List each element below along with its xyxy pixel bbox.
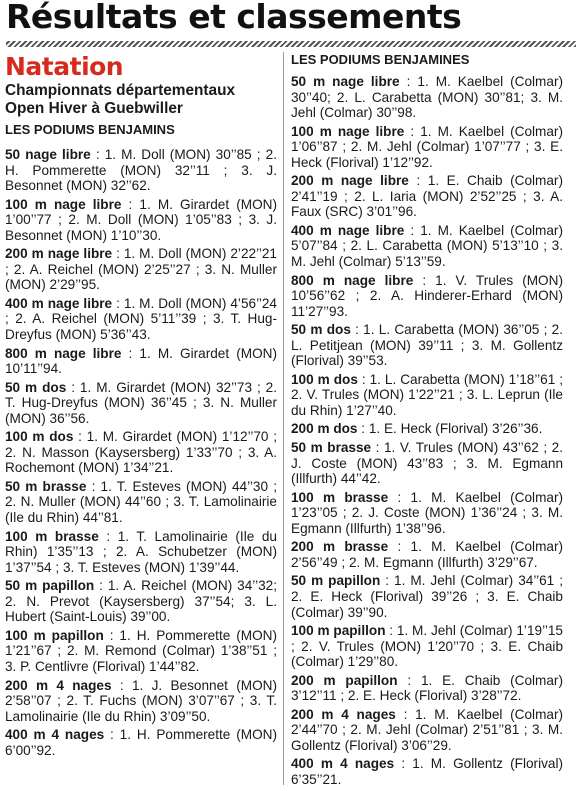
right-column xyxy=(291,52,563,791)
result-entry xyxy=(5,296,277,343)
event-result: : 1. J. Besonnet (MON) 2’58’’07 ; 2. T. Fuchs (MON) 3’07’’67 ; 3. T. Lamolinairie (Ile du Rhin) 3’09’’50. xyxy=(5,677,277,724)
event-name: 400 m nage libre xyxy=(5,295,113,311)
result-entry xyxy=(5,197,277,244)
event-name: 800 m nage libre xyxy=(291,272,414,288)
event-name: 100 m brasse xyxy=(5,528,99,544)
event-result: : 1. E. Chaib (Colmar) 2’41’’19 ; 2. L. Iaria (MON) 2’52’’25 ; 3. A. Faux (SRC) 3’01’’96. xyxy=(291,173,563,220)
event-name: 100 m papillon xyxy=(291,623,386,639)
event-name: 400 m 4 nages xyxy=(291,756,395,772)
event-result: : 1. M. Girardet (MON) 32’’73 ; 2. T. Hug-Dreyfus (MON) 36’’45 ; 3. N. Muller (MON) 36’’56. xyxy=(5,379,278,426)
result-entry xyxy=(291,74,563,121)
title-hatch-rule xyxy=(6,41,576,47)
event-result: : 1. T. Esteves (MON) 44’’30 ; 2. N. Muller (MON) 44’’60 ; 3. T. Lamolinairie (Ile du Rhin) 44’’81. xyxy=(5,478,277,526)
competition-line-2: Open Hiver à Guebwiller xyxy=(5,100,183,117)
result-entry xyxy=(5,578,277,625)
event-name: 50 m nage libre xyxy=(291,74,400,89)
result-entry xyxy=(5,246,277,293)
event-result: : 1. M. Jehl (Colmar) 1’19’’15 ; 2. V. Trules (MON) 1’20’’70 ; 3. E. Chaib (Colmar) 1’29’’80. xyxy=(291,623,563,670)
event-name: 200 m nage libre xyxy=(291,173,409,189)
event-result: : 1. V. Trules (MON) 43’’62 ; 2. J. Coste (MON) 43’’83 ; 3. M. Egmann (Illfurth) 44’’42. xyxy=(291,440,563,487)
event-name: 50 m brasse xyxy=(5,478,87,494)
event-result: : 1. L. Carabetta (MON) 1’18’’61 ; 2. V. Trules (MON) 1’22’’21 ; 3. L. Leprun (Ile du Rhin) 1’27’’40. xyxy=(291,371,563,418)
event-name: 50 m dos xyxy=(5,379,67,395)
result-entry xyxy=(5,147,277,194)
page-title: Résultats et classements xyxy=(6,0,462,36)
event-result: : 1. M. Kaelbel (Colmar) 1’23’’05 ; 2. J. Coste (MON) 1’36’’24 ; 3. M. Egmann (Illfurth) 1’38’’96. xyxy=(291,489,564,536)
result-entry xyxy=(291,173,563,220)
event-result: : 1. M. Gollentz (Florival) 6’35’’21. xyxy=(291,756,563,787)
result-entry xyxy=(291,421,563,437)
event-name: 50 m papillon xyxy=(5,578,95,594)
result-entry xyxy=(5,628,277,675)
event-name: 200 m brasse xyxy=(291,539,389,555)
event-result: : 1. M. Doll (MON) 4’56’’24 ; 2. A. Reichel (MON) 5’11’’39 ; 3. T. Hug-Dreyfus (MON) 5’36’’43. xyxy=(5,295,277,343)
event-name: 800 m nage libre xyxy=(5,345,122,361)
result-entry xyxy=(291,490,563,537)
event-name: 50 nage libre xyxy=(5,147,91,162)
result-entry xyxy=(291,273,563,320)
event-result: : 1. H. Pommerette (MON) 6’00’’92. xyxy=(5,727,277,758)
event-name: 400 m 4 nages xyxy=(5,727,105,743)
result-entry xyxy=(291,124,563,171)
section-label-benjamins: LES PODIUMS BENJAMINS xyxy=(5,122,175,137)
result-entry xyxy=(291,322,563,369)
result-entry xyxy=(5,678,277,725)
event-result: : 1. H. Pommerette (MON) 1’21’’67 ; 2. M. Remond (Colmar) 1’38’’51 ; 3. P. Centlivre (Florival) 1’44’’82. xyxy=(5,627,277,674)
event-result: : 1. M. Kaelbel (Colmar) 1’06’’87 ; 2. M. Jehl (Colmar) 1’07’’77 ; 3. E. Heck (Florival) 1’12’’92. xyxy=(291,123,563,170)
event-name: 100 m nage libre xyxy=(5,196,122,212)
event-result: : 1. M. Kaelbel (Colmar) 2’44’’70 ; 2. M. Jehl (Colmar) 2’51’’81 ; 3. M. Gollentz (Florival) 3’06’’29. xyxy=(291,706,564,753)
event-result: : 1. L. Carabetta (MON) 36’’05 ; 2. L. Petitjean (MON) 39’’11 ; 3. M. Gollentz (Florival) 39’’53. xyxy=(291,322,563,369)
result-entry xyxy=(291,756,563,787)
result-entry xyxy=(291,707,563,754)
event-result: : 1. E. Chaib (Colmar) 3’12’’11 ; 2. E. Heck (Florival) 3’28’’72. xyxy=(291,672,563,704)
event-name: 100 m dos xyxy=(5,429,74,445)
event-result: : 1. M. Kaelbel (Colmar) 5’07’’84 ; 2. L. Carabetta (MON) 5’13’’10 ; 3. M. Jehl (Colmar) 5’13’’59. xyxy=(291,222,563,270)
result-entry xyxy=(291,673,563,704)
event-result: : 1. M. Jehl (Colmar) 34’’61 ; 2. E. Heck (Florival) 39’’26 ; 3. E. Chaib (Colmar) 39’’90. xyxy=(291,573,563,620)
result-entry xyxy=(5,380,277,427)
event-name: 200 m 4 nages xyxy=(5,677,112,693)
event-result: : 1. E. Heck (Florival) 3’26’’36. xyxy=(357,421,543,437)
event-name: 100 m brasse xyxy=(291,489,389,505)
event-name: 100 m nage libre xyxy=(291,123,405,139)
event-result: : 1. A. Reichel (MON) 34’’32; 2. N. Prevot (Kaysersberg) 37’’54; 3. L. Hubert (Saint-Louis) 39’’00. xyxy=(5,578,277,625)
result-entry xyxy=(5,479,277,526)
event-name: 50 m brasse xyxy=(291,440,372,456)
event-result: : 1. M. Girardet (MON) 1’00’’77 ; 2. M. Doll (MON) 1’05’’83 ; 3. J. Besonnet (MON) 1’10’’30. xyxy=(5,196,277,243)
event-name: 200 m dos xyxy=(291,421,358,437)
event-result: : 1. M. Doll (MON) 2’22’’21 ; 2. A. Reichel (MON) 2’25’’27 ; 3. N. Muller (MON) 2’29’’95. xyxy=(5,246,277,293)
competition-line-1: Championnats départementaux xyxy=(5,82,236,99)
event-result: : 1. M. Doll (MON) 30’’85 ; 2. H. Pommerette (MON) 32’’11 ; 3. J. Besonnet (MON) 32’’62. xyxy=(5,147,277,194)
result-entry xyxy=(5,727,277,758)
event-name: 200 m nage libre xyxy=(5,246,113,262)
event-name: 200 m papillon xyxy=(291,672,398,688)
event-result: : 1. M. Girardet (MON) 10’11’’94. xyxy=(5,345,277,377)
event-name: 100 m dos xyxy=(291,371,358,387)
result-entry xyxy=(5,346,277,377)
result-entry xyxy=(291,623,563,670)
result-entry xyxy=(291,223,563,270)
sport-heading: Natation xyxy=(5,52,124,81)
event-name: 200 m 4 nages xyxy=(291,706,396,722)
event-result: : 1. M. Girardet (MON) 1’12’’70 ; 2. N. Masson (Kaysersberg) 1’33’’70 ; 3. A. Rochemont (MON) 1’34’’21. xyxy=(5,429,277,476)
left-column xyxy=(5,52,277,761)
result-entry xyxy=(291,539,563,570)
event-name: 50 m papillon xyxy=(291,573,381,589)
result-entry xyxy=(5,529,277,576)
event-result: : 1. T. Lamolinairie (Ile du Rhin) 1’35’’13 ; 2. A. Schubetzer (MON) 1’37’’54 ; 3. T. Esteves (MON) 1’39’’44. xyxy=(5,528,277,575)
result-entry xyxy=(291,372,563,419)
event-result: : 1. M. Kaelbel (Colmar) 2’56’’49 ; 2. M. Egmann (Illfurth) 3’29’’67. xyxy=(291,539,564,570)
result-entry xyxy=(5,429,277,476)
result-entry xyxy=(291,573,563,620)
section-label-benjamines: LES PODIUMS BENJAMINES xyxy=(291,52,470,67)
event-name: 50 m dos xyxy=(291,322,351,338)
result-entry xyxy=(291,440,563,487)
event-result: : 1. V. Trules (MON) 10’56’’62 ; 2. A. Hinderer-Erhard (MON) 11’27’’93. xyxy=(291,272,563,319)
event-result: : 1. M. Kaelbel (Colmar) 30’’40; 2. L. Carabetta (MON) 30’’81; 3. M. Jehl (Colmar) 30’’98. xyxy=(291,74,563,121)
column-divider xyxy=(283,52,284,785)
event-name: 400 m nage libre xyxy=(291,222,405,238)
event-name: 100 m papillon xyxy=(5,627,104,643)
